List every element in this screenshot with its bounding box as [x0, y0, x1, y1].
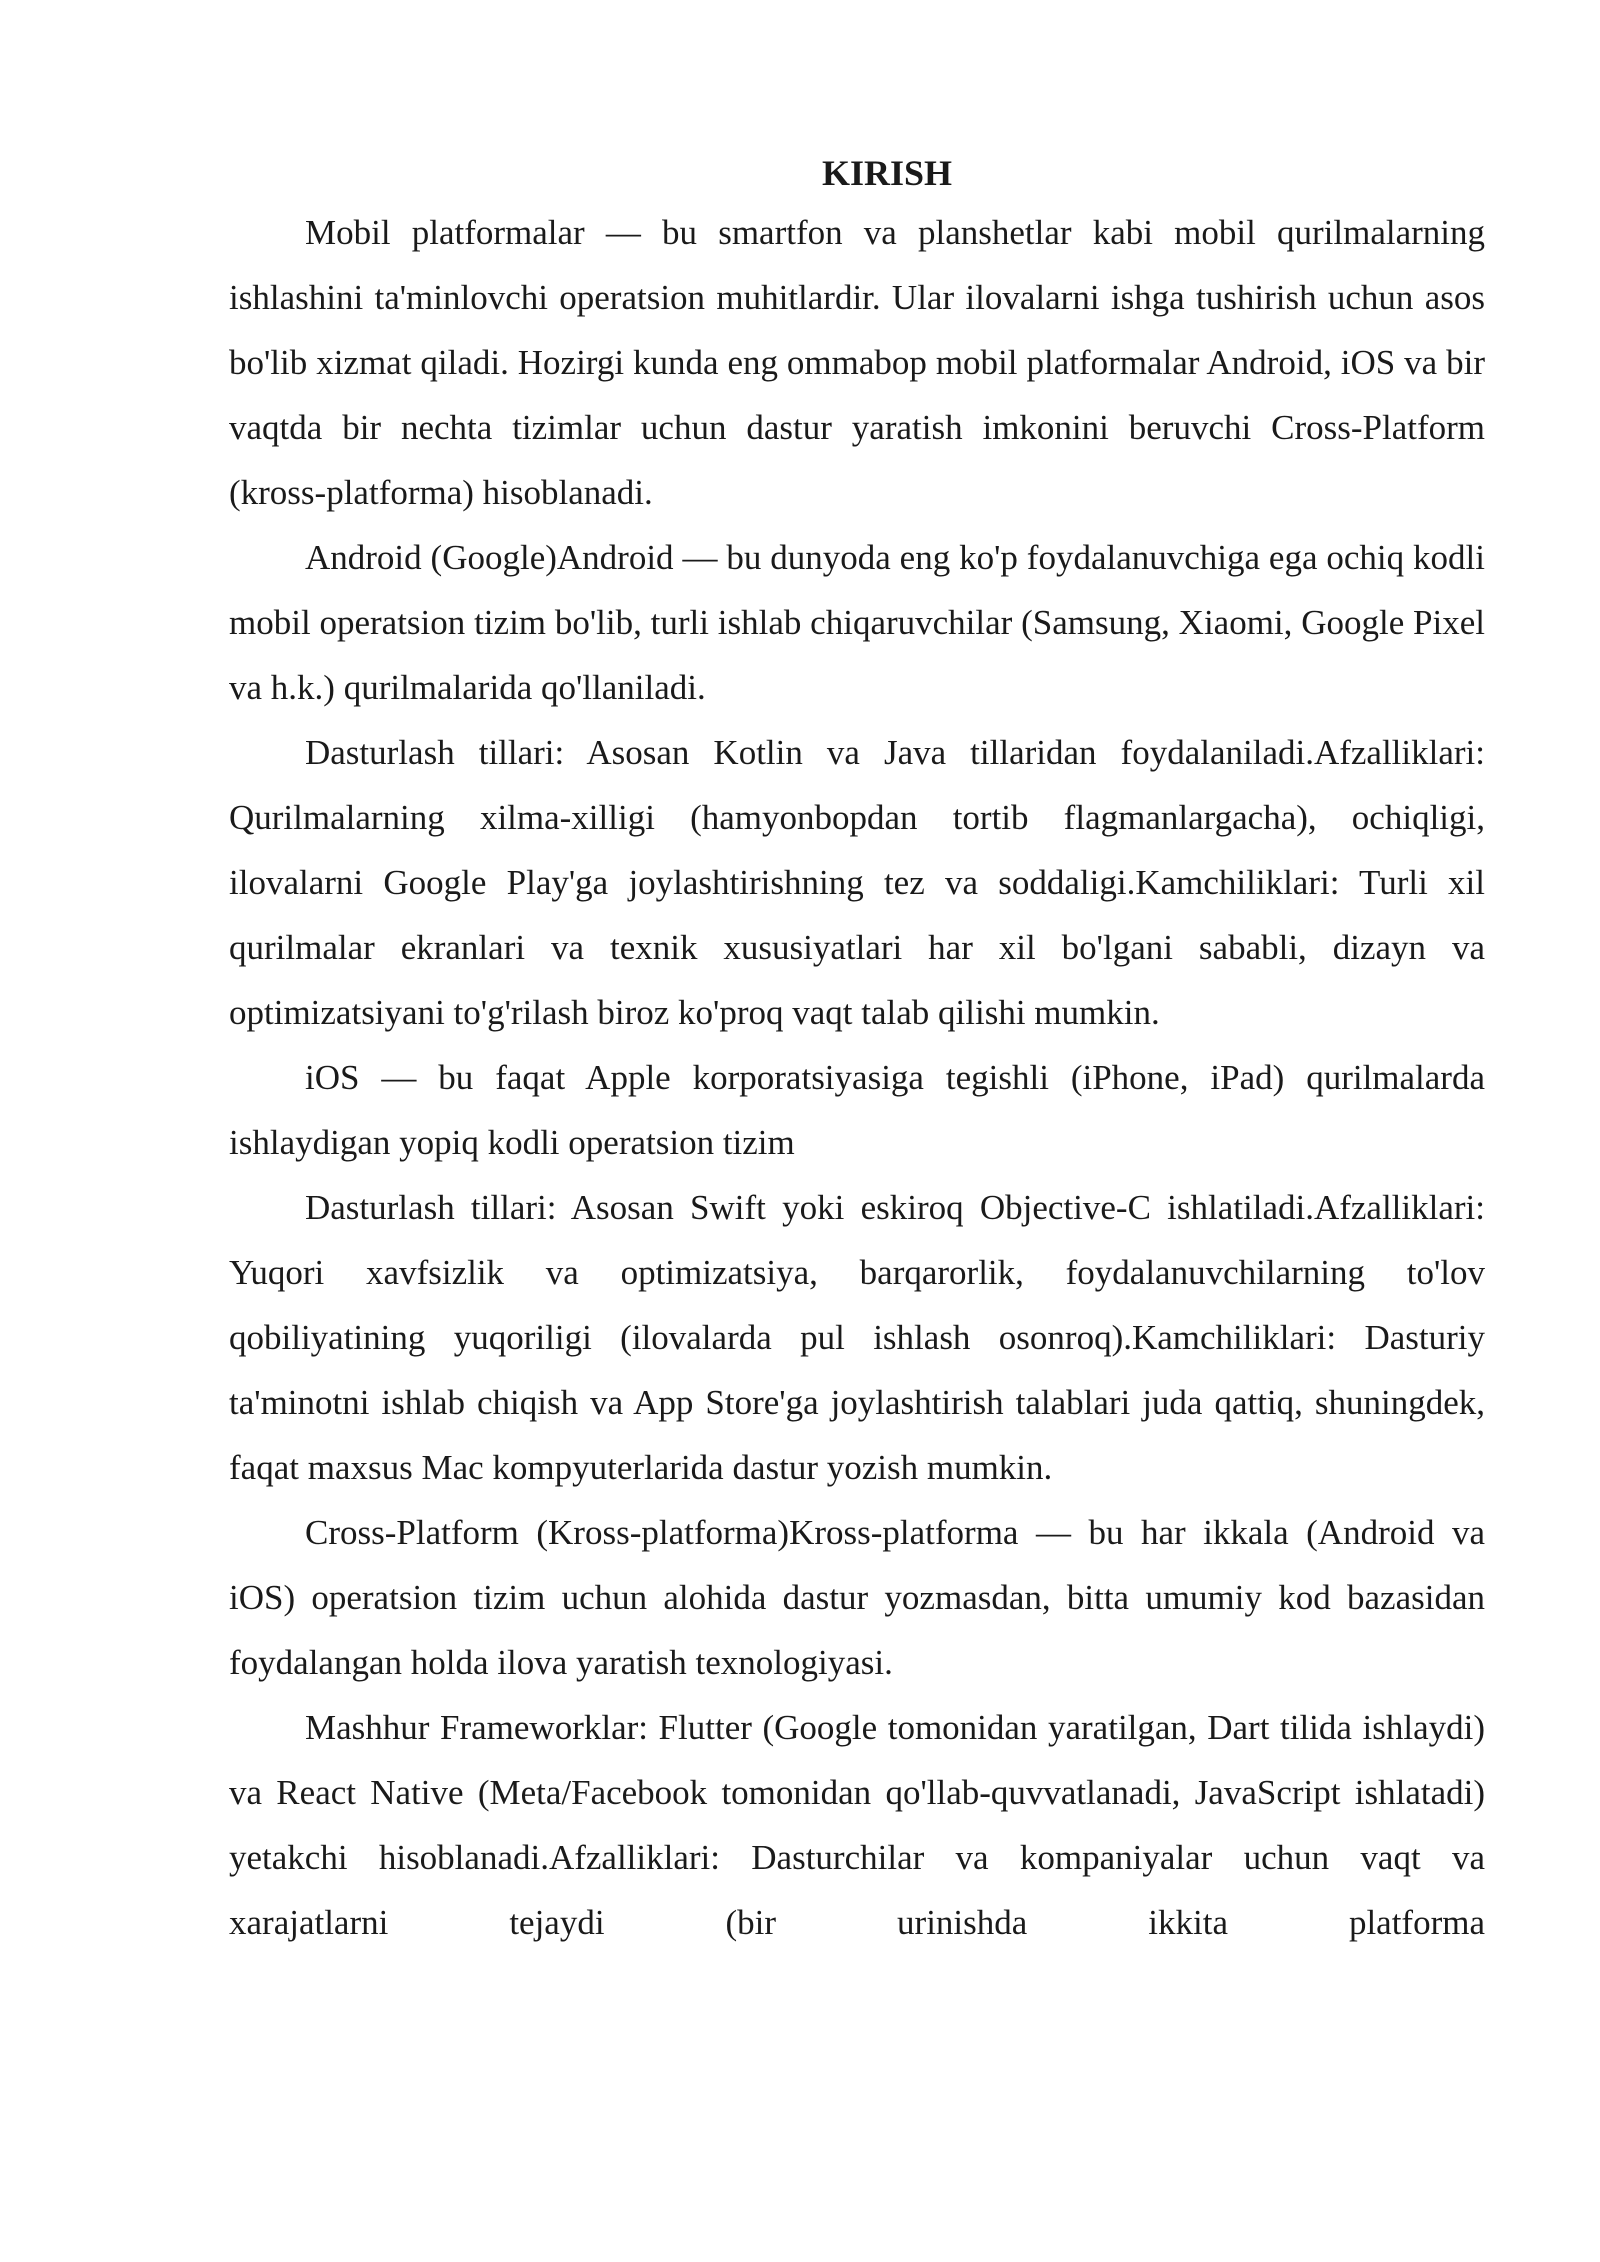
paragraph-ios-details: Dasturlash tillari: Asosan Swift yoki eskiroq Objective-C ishlatiladi.Afzalliklari: Yuqori xavfsizlik va optimizatsiya, barqarorlik, foydalanuvchilarning to'lov qobiliyatining yuqoriligi (ilovalarda pul ishlash osonroq).Kamchiliklari: Dasturiy ta'minotni ishlab chiqish va App Store'ga joylashtirish talablari juda qattiq, shuningdek, faqat maxsus Mac kompyuterlarida dastur yozish mumkin.	[229, 1188, 1485, 1487]
paragraph-android-details: Dasturlash tillari: Asosan Kotlin va Java tillaridan foydalaniladi.Afzalliklari: Qurilmalarning xilma-xilligi (hamyonbopdan tortib flagmanlargacha), ochiqligi, ilovalarni Google Play'ga joylashtirishning tez va soddaligi.Kamchiliklari: Turli xil qurilmalar ekranlari va texnik xususiyatlari har xil bo'lgani sababli, dizayn va optimizatsiyani to'g'rilash biroz ko'proq vaqt talab qilishi mumkin.	[229, 733, 1485, 1032]
paragraph-cross-platform: Cross-Platform (Kross-platforma)Kross-platforma — bu har ikkala (Android va iOS) operatsion tizim uchun alohida dastur yozmasdan, bitta umumiy kod bazasidan foydalangan holda ilova yaratish texnologiyasi.	[229, 1513, 1485, 1682]
paragraph-ios: iOS — bu faqat Apple korporatsiyasiga tegishli (iPhone, iPad) qurilmalarda ishlaydigan yopiq kodli operatsion tizim	[229, 1058, 1485, 1162]
document-body	[229, 150, 1485, 1955]
document-title: KIRISH	[821, 153, 953, 193]
paragraph-intro: Mobil platformalar — bu smartfon va planshetlar kabi mobil qurilmalarning ishlashini ta'minlovchi operatsion muhitlardir. Ular ilovalarni ishga tushirish uchun asos bo'lib xizmat qiladi. Hozirgi kunda eng ommabop mobil platformalar Android, iOS va bir vaqtda bir nechta tizimlar uchun dastur yaratish imkonini beruvchi Cross-Platform (kross-platforma) hisoblanadi.	[229, 213, 1485, 512]
paragraph-android: Android (Google)Android — bu dunyoda eng ko'p foydalanuvchiga ega ochiq kodli mobil operatsion tizim bo'lib, turli ishlab chiqaruvchilar (Samsung, Xiaomi, Google Pixel va h.k.) qurilmalarida qo'llaniladi.	[229, 538, 1485, 707]
paragraph-frameworks: Mashhur Frameworklar: Flutter (Google tomonidan yaratilgan, Dart tilida ishlaydi) va React Native (Meta/Facebook tomonidan qo'llab-quvvatlanadi, JavaScript ishlatadi) yetakchi hisoblanadi.Afzalliklari: Dasturchilar va kompaniyalar uchun vaqt va xarajatlarni tejaydi (bir urinishda ikkita platforma	[229, 1708, 1485, 1942]
